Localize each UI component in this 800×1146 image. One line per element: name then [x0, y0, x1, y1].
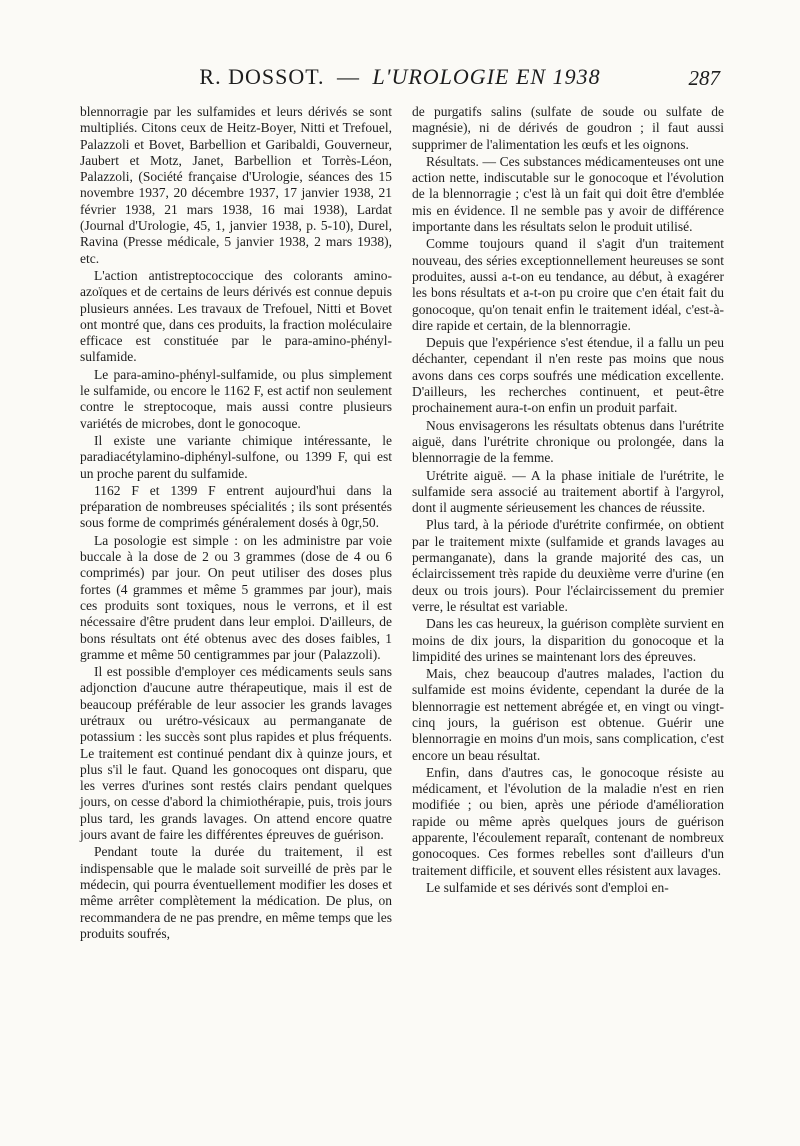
left-column	[80, 104, 392, 943]
paragraph: Comme toujours quand il s'agit d'un traitement nouveau, des séries exceptionnellement heureuses se sont produites, aussi a-t-on eu tendance, au début, à exagérer les bons résultats et a-t-on pu croire que c'en était fait du gonocoque, qu'on tenait enfin le traitement idéal, c'est-à-dire rapide et certain, de la blennorragie.	[412, 236, 724, 333]
right-column	[412, 104, 724, 897]
header-journal: L'UROLOGIE EN 1938	[372, 64, 601, 89]
paragraph: de purgatifs salins (sulfate de soude ou sulfate de magnésie), ni de dérivés de goudron ; il faut aussi supprimer de l'alimentation les œufs et les oignons.	[412, 104, 724, 152]
paragraph: Plus tard, à la période d'urétrite confirmée, on obtient par le traitement mixte (sulfamide et grands lavages au permanganate), dans la grande majorité des cas, un éclaircissement très rapide du deuxième verre d'urine (en deux ou trois jours). Pour l'éclaircissement du premier verre, le résultat est variable.	[412, 517, 724, 614]
paragraph: Nous envisagerons les résultats obtenus dans l'urétrite aiguë, dans l'urétrite chronique ou prolongée, dans la blennorragie de la femme.	[412, 417, 724, 466]
header-dash: —	[337, 64, 361, 89]
paragraph: 1162 F et 1399 F entrent aujourd'hui dans la préparation de nombreuses spécialités ; ils sont présentés sous forme de comprimés généralement dosés à 0gr,50.	[80, 482, 392, 531]
paragraph: L'action antistreptococcique des colorants amino-azoïques et de certains de leurs dérivés est connue depuis plusieurs années. Les travaux de Trefouel, Nitti et Bovet ont montré que, dans ces produits, la fraction moléculaire efficace est constituée par le para-amino-phényl-sulfamide.	[80, 267, 392, 365]
page-number: 287	[688, 66, 720, 90]
paragraph: Pendant toute la durée du traitement, il est indispensable que le malade soit surveillé de près par le médecin, qui pourra éventuellement modifier les doses et même arrêter complètement la médication. De plus, on recommandera de ne pas prendre, en même temps que les produits soufrés,	[80, 844, 392, 941]
paragraph: Depuis que l'expérience s'est étendue, il a fallu un peu déchanter, cependant il n'en reste pas moins que nous avons dans ces corps soufrés une médication excellente. D'ailleurs, les recherches continuent, et peut-être prochainement aura-t-on enfin un produit parfait.	[412, 335, 724, 416]
running-title	[80, 64, 720, 90]
paragraph: Mais, chez beaucoup d'autres malades, l'action du sulfamide est moins évidente, cependant la durée de la blennorragie est nettement abrégée et, en vingt ou vingt-cinq jours, la guérison est obtenue. Guérir une blennorragie en moins d'un mois, sans complication, c'est encore un beau résultat.	[412, 666, 724, 763]
paragraph: Le para-amino-phényl-sulfamide, ou plus simplement le sulfamide, ou encore le 1162 F, est actif non seulement contre le streptocoque, mais aussi contre plusieurs variétés de microbes, dont le gonocoque.	[80, 366, 392, 431]
paragraph: Le sulfamide et ses dérivés sont d'emploi en-	[426, 879, 669, 895]
paragraph: blennorragie par les sulfamides et leurs dérivés se sont multipliés. Citons ceux de Heitz-Boyer, Nitti et Trefouel, Palazzoli et Bovet, Barbellion et Garibaldi, Gouverneur, Jaubert et Motz, Janet, Barbellion et Torrès-Léon, Palazzoli, (Société française d'Urologie, séances des 15 novembre 1937, 20 décembre 1937, 17 janvier 1938, 21 février 1938, 21 mars 1938, 16 mai 1938), Lardat (Journal d'Urologie, 45, 1, janvier 1938, p. 5-10), Durel, Ravina (Presse médicale, 5 janvier 1938, 2 mars 1938), etc.	[80, 104, 392, 266]
paragraph: Enfin, dans d'autres cas, le gonocoque résiste au médicament, et l'évolution de la maladie n'est en rien modifiée ; ou bien, après une période d'amélioration rapide ou même après quelques jours de guérison apparente, l'écoulement reparaît, contenant de nombreux gonocoques. Ces formes rebelles sont d'ailleurs d'un traitement difficile, et souvent elles résistent aux lavages.	[412, 764, 724, 878]
header-author: R. DOSSOT.	[199, 64, 325, 89]
paragraph: Il existe une variante chimique intéressante, le paradiacétylamino-diphényl-sulfone, ou 1399 F, qui est un proche parent du sulfamide.	[80, 432, 392, 481]
paragraph: Résultats. — Ces substances médicamenteuses ont une action nette, indiscutable sur le gonocoque et l'évolution de la blennorragie ; c'est là un fait qui doit être d'emblée mis en évidence. Il ne semble pas y avoir de différence importante dans les résultats selon le produit utilisé.	[412, 153, 724, 235]
paragraph: Il est possible d'employer ces médicaments seuls sans adjonction d'aucune autre thérapeutique, mais il est de beaucoup préférable de leur associer les grands lavages urétraux ou urétro-vésicaux au permanganate de potassium : les succès sont plus rapides et plus fréquents. Le traitement est continué pendant dix à quinze jours, et plus s'il le faut. Quand les gonocoques ont disparu, que les verres d'urines sont restés clairs pendant quelques jours, on cesse d'abord la chimiothérapie, puis, trois jours plus tard, les grands lavages. On attend encore quatre jours avant de faire les différentes épreuves de guérison.	[80, 664, 392, 843]
paragraph: Dans les cas heureux, la guérison complète survient en moins de dix jours, la disparition du gonocoque et la limpidité des urines se maintenant lors des épreuves.	[412, 616, 724, 664]
running-header	[80, 64, 720, 98]
paragraph: La posologie est simple : on les administre par voie buccale à la dose de 2 ou 3 grammes (dose de 4 ou 6 comprimés) par jour. On peut utiliser des doses plus fortes (4 grammes et même 5 grammes par jour), mais ces produits sont toxiques, nous le verrons, et il est nécessaire d'être prudent dans leur emploi. D'ailleurs, de bons résultats ont été obtenus avec des doses faibles, 1 gramme et même 50 centigrammes par jour (Palazzoli).	[80, 532, 392, 662]
paragraph: Urétrite aiguë. — A la phase initiale de l'urétrite, le sulfamide sera associé au traitement abortif à l'argyrol, dont il augmente sérieusement les chances de réussite.	[412, 467, 724, 516]
